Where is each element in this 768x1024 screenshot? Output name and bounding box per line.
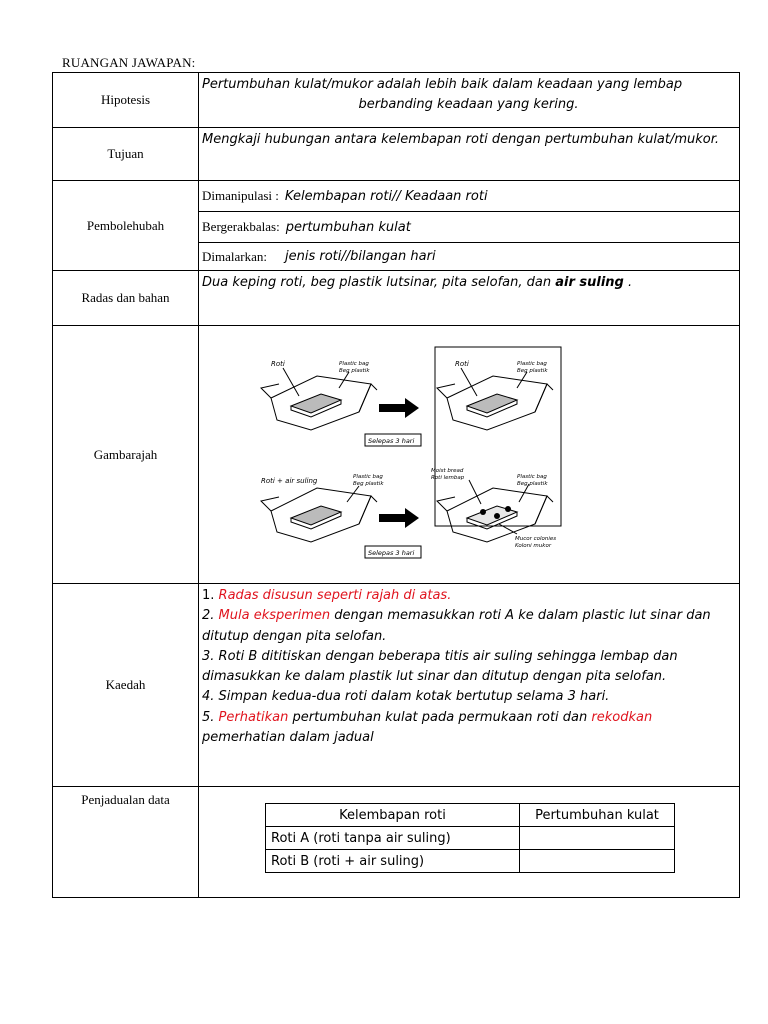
bread-bottom-left	[291, 506, 341, 529]
dimanipulasi-value: Kelembapan roti// Keadaan roti	[284, 188, 488, 204]
row-radas	[53, 271, 739, 326]
step-5-cont: pemerhatian dalam jadual	[202, 730, 374, 746]
label-roti-2: Roti	[455, 360, 469, 368]
label-koloni: Koloni mukor	[515, 543, 552, 549]
label-plastic-bag-4: Plastic bag	[517, 474, 547, 480]
data-table	[265, 803, 675, 873]
label-plastic-bag-2: Plastic bag	[517, 361, 547, 367]
label-mucor: Mucor colonies	[515, 536, 557, 542]
step-5: 5. Perhatikan pertumbuhan kulat pada permukaan roti dan rekodkan	[202, 709, 653, 725]
data-table-header	[266, 804, 675, 827]
label-selepas-1: Selepas 3 hari	[368, 437, 415, 445]
sub-dimalarkan	[199, 243, 739, 270]
table-row	[266, 827, 675, 850]
label-roti-lembap: Roti lembap	[431, 475, 465, 481]
label-selepas-2: Selepas 3 hari	[368, 549, 415, 557]
arrow-bottom-icon	[379, 508, 419, 528]
value-tujuan: Mengkaji hubungan antara kelembapan roti dengan pertumbuhan kulat/mukor.	[202, 132, 720, 147]
dimalarkan-value: jenis roti//bilangan hari	[284, 249, 436, 264]
mucor-colony	[480, 509, 486, 515]
sub-bergerakbalas	[199, 212, 739, 243]
table-row	[266, 850, 675, 873]
radas-bold: air suling	[555, 275, 624, 290]
label-moist-bread: Moist bread	[431, 468, 464, 474]
value-hipotesis	[199, 73, 739, 127]
radas-end: .	[623, 275, 633, 290]
step-1: 1. Radas disusun seperti rajah di atas.	[202, 588, 452, 603]
arrow-top-icon	[379, 398, 419, 418]
label-gambarajah: Gambarajah	[53, 326, 199, 583]
step-3: 3. Roti B dititiskan dengan beberapa titis air suling sehingga lembap dan dimasukkan ke dalam plastik lut sinar dan ditutup dengan pita selofan.	[202, 648, 678, 685]
label-beg-plastik-3: Beg plastik	[353, 481, 384, 487]
label-jadual: Penjadualan data	[53, 787, 199, 897]
row-jadual	[53, 787, 739, 897]
label-roti-air: Roti + air suling	[261, 477, 318, 485]
experiment-diagram	[199, 326, 739, 584]
cell-roti-b-result[interactable]	[520, 850, 675, 873]
mucor-colony	[505, 506, 511, 512]
header-kelembapan: Kelembapan roti	[266, 804, 520, 827]
dimanipulasi-label: Dimanipulasi :	[202, 188, 279, 203]
label-kaedah: Kaedah	[53, 584, 199, 786]
hipotesis-line1: Pertumbuhan kulat/mukor adalah lebih baik dalam keadaan yang lembap	[202, 77, 683, 92]
value-kaedah	[199, 584, 739, 786]
label-beg-plastik-4: Beg plastik	[517, 481, 548, 487]
answer-table	[52, 72, 740, 898]
label-beg-plastik-2: Beg plastik	[517, 368, 548, 374]
cell-roti-b: Roti B (roti + air suling)	[266, 850, 520, 873]
bergerakbalas-value: pertumbuhan kulat	[285, 219, 411, 235]
sub-dimanipulasi	[199, 181, 739, 212]
row-pembolehubah	[53, 181, 739, 271]
bread-top-right	[467, 394, 517, 417]
bread-top-left	[291, 394, 341, 417]
hipotesis-line2: berbanding keadaan yang kering.	[358, 97, 579, 112]
row-tujuan	[53, 128, 739, 181]
cell-roti-a: Roti A (roti tanpa air suling)	[266, 827, 520, 850]
row-hipotesis	[53, 73, 739, 128]
label-hipotesis: Hipotesis	[53, 73, 199, 127]
label-plastic-bag-3: Plastic bag	[353, 474, 383, 480]
value-radas	[199, 271, 739, 325]
step-4: 4. Simpan kedua-dua roti dalam kotak bertutup selama 3 hari.	[202, 689, 610, 705]
header-pertumbuhan: Pertumbuhan kulat	[520, 804, 675, 827]
label-beg-plastik-1: Beg plastik	[339, 368, 370, 374]
cell-roti-a-result[interactable]	[520, 827, 675, 850]
label-pembolehubah: Pembolehubah	[53, 181, 199, 270]
row-gambarajah	[53, 326, 739, 584]
page-heading: RUANGAN JAWAPAN:	[62, 55, 196, 70]
row-kaedah	[53, 584, 739, 787]
step-2: 2. Mula eksperimen dengan memasukkan roti A ke dalam plastic lut sinar dan ditutup dengan pita selofan.	[202, 608, 711, 644]
value-gambarajah	[199, 326, 739, 583]
dimalarkan-label: Dimalarkan:	[202, 248, 267, 264]
label-radas: Radas dan bahan	[53, 271, 199, 325]
mucor-colony	[494, 513, 500, 519]
bergerakbalas-label: Bergerakbalas:	[202, 219, 280, 234]
label-roti-1: Roti	[271, 360, 285, 368]
label-tujuan: Tujuan	[53, 128, 199, 180]
label-plastic-bag-1: Plastic bag	[339, 361, 369, 367]
radas-text: Dua keping roti, beg plastik lutsinar, pita selofan, dan	[202, 275, 556, 290]
